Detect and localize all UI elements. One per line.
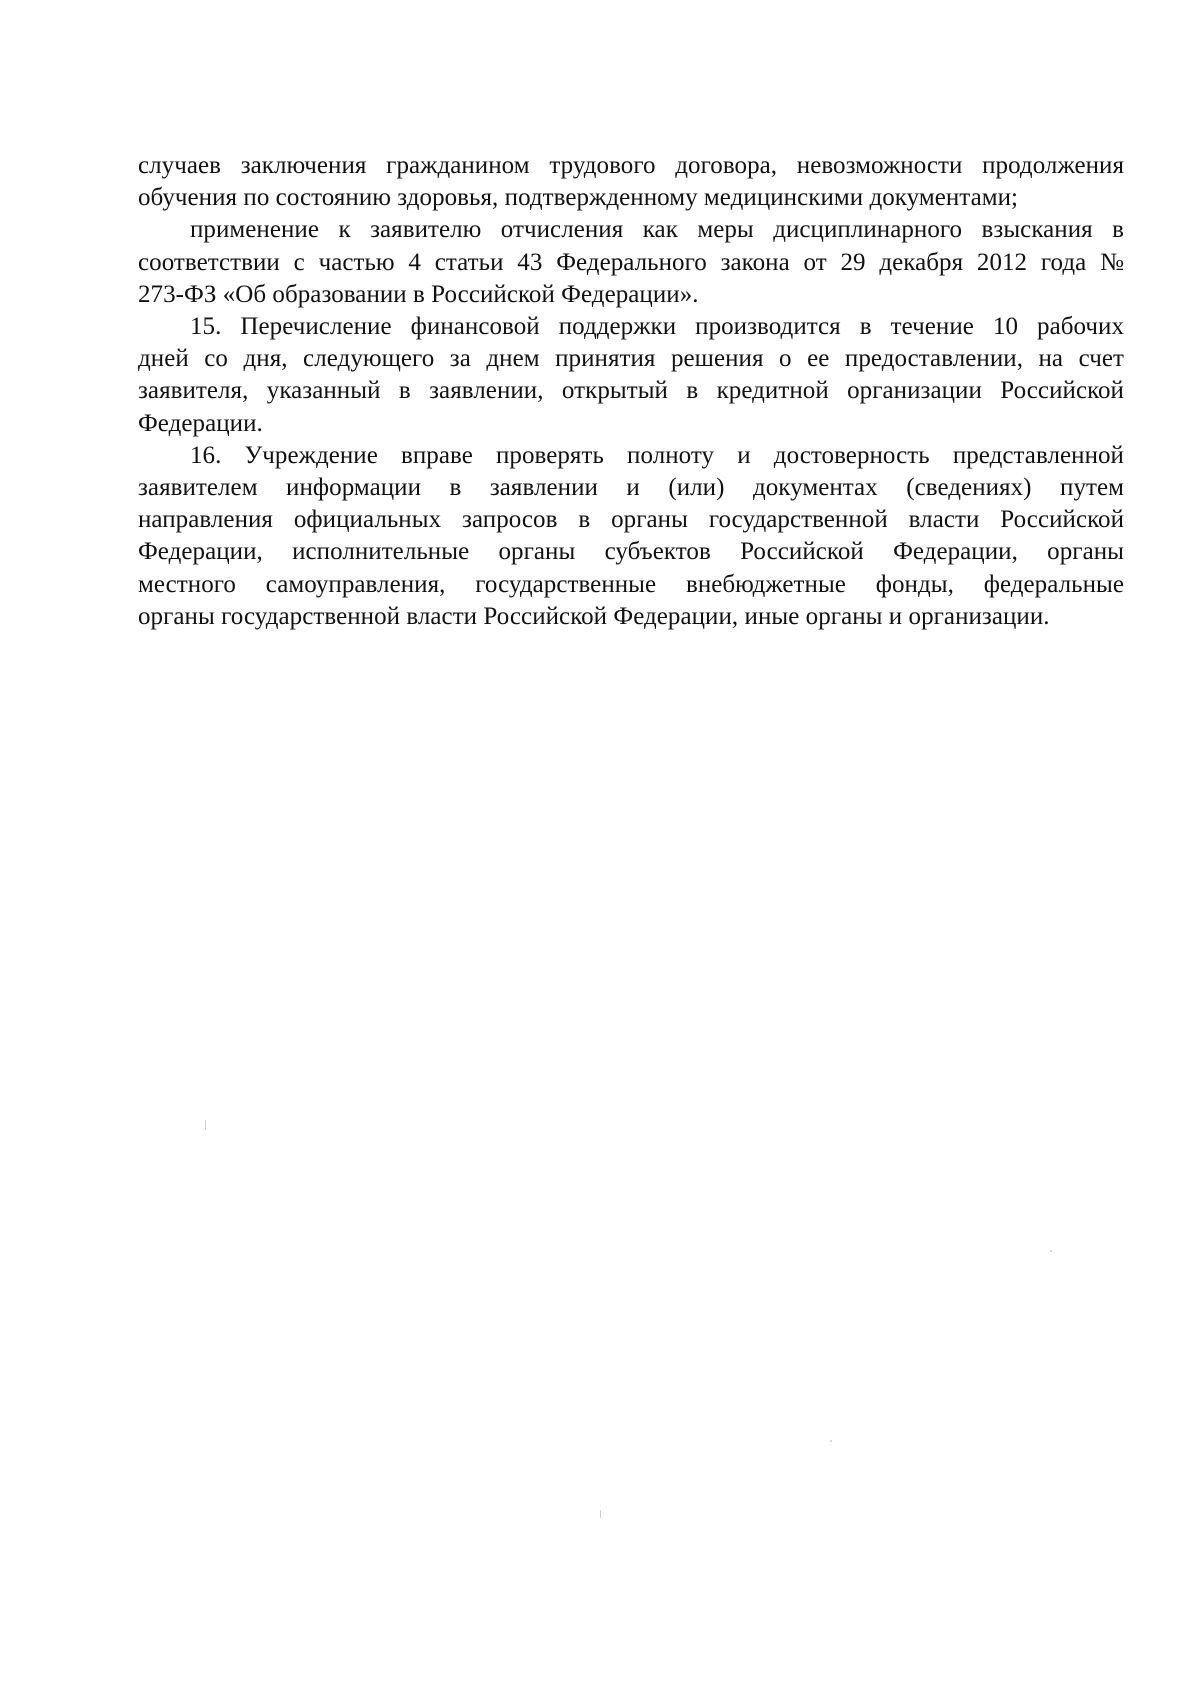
paragraph-16 (138, 440, 1124, 633)
text-line: органы государственной власти Российской Федерации, иные органы и организации. (138, 602, 1050, 630)
text-line: обучения по состоянию здоровья, подтвержденному медицинскими документами; (138, 184, 1019, 212)
paragraph-expulsion (138, 214, 1124, 311)
text-line: местного самоуправления, государственные внебюджетные фонды, федеральные (138, 570, 1124, 598)
text-line: случаев заключения гражданином трудового договора, невозможности продолжения (138, 152, 1124, 179)
text-line: 15. Перечисление финансовой поддержки производится в течение 10 рабочих (190, 313, 1124, 341)
text-line: заявителем информации в заявлении и (или) документах (сведениях) путем (138, 474, 1124, 502)
text-line: применение к заявителю отчисления как меры дисциплинарного взыскания в (190, 216, 1124, 244)
document-body (138, 150, 1124, 633)
scan-speck (205, 1120, 206, 1130)
text-line: 16. Учреждение вправе проверять полноту и достоверность представленной (190, 441, 1124, 469)
paragraph-15 (138, 311, 1124, 440)
text-line: Федерации. (138, 409, 263, 437)
text-line: дней со дня, следующего за днем принятия решения о ее предоставлении, на счет (138, 345, 1124, 373)
text-line: соответствии с частью 4 статьи 43 Федерального закона от 29 декабря 2012 года № (138, 248, 1124, 276)
text-line: направления официальных запросов в органы государственной власти Российской (138, 506, 1124, 534)
scan-speck (1050, 1250, 1052, 1252)
scan-speck (600, 1510, 601, 1518)
scan-speck (830, 1440, 832, 1442)
paragraph-continuation (138, 150, 1124, 214)
text-line: Федерации, исполнительные органы субъектов Российской Федерации, органы (138, 538, 1124, 566)
text-line: 273-ФЗ «Об образовании в Российской Федерации». (138, 280, 699, 308)
text-line: заявителя, указанный в заявлении, открытый в кредитной организации Российской (138, 377, 1124, 405)
